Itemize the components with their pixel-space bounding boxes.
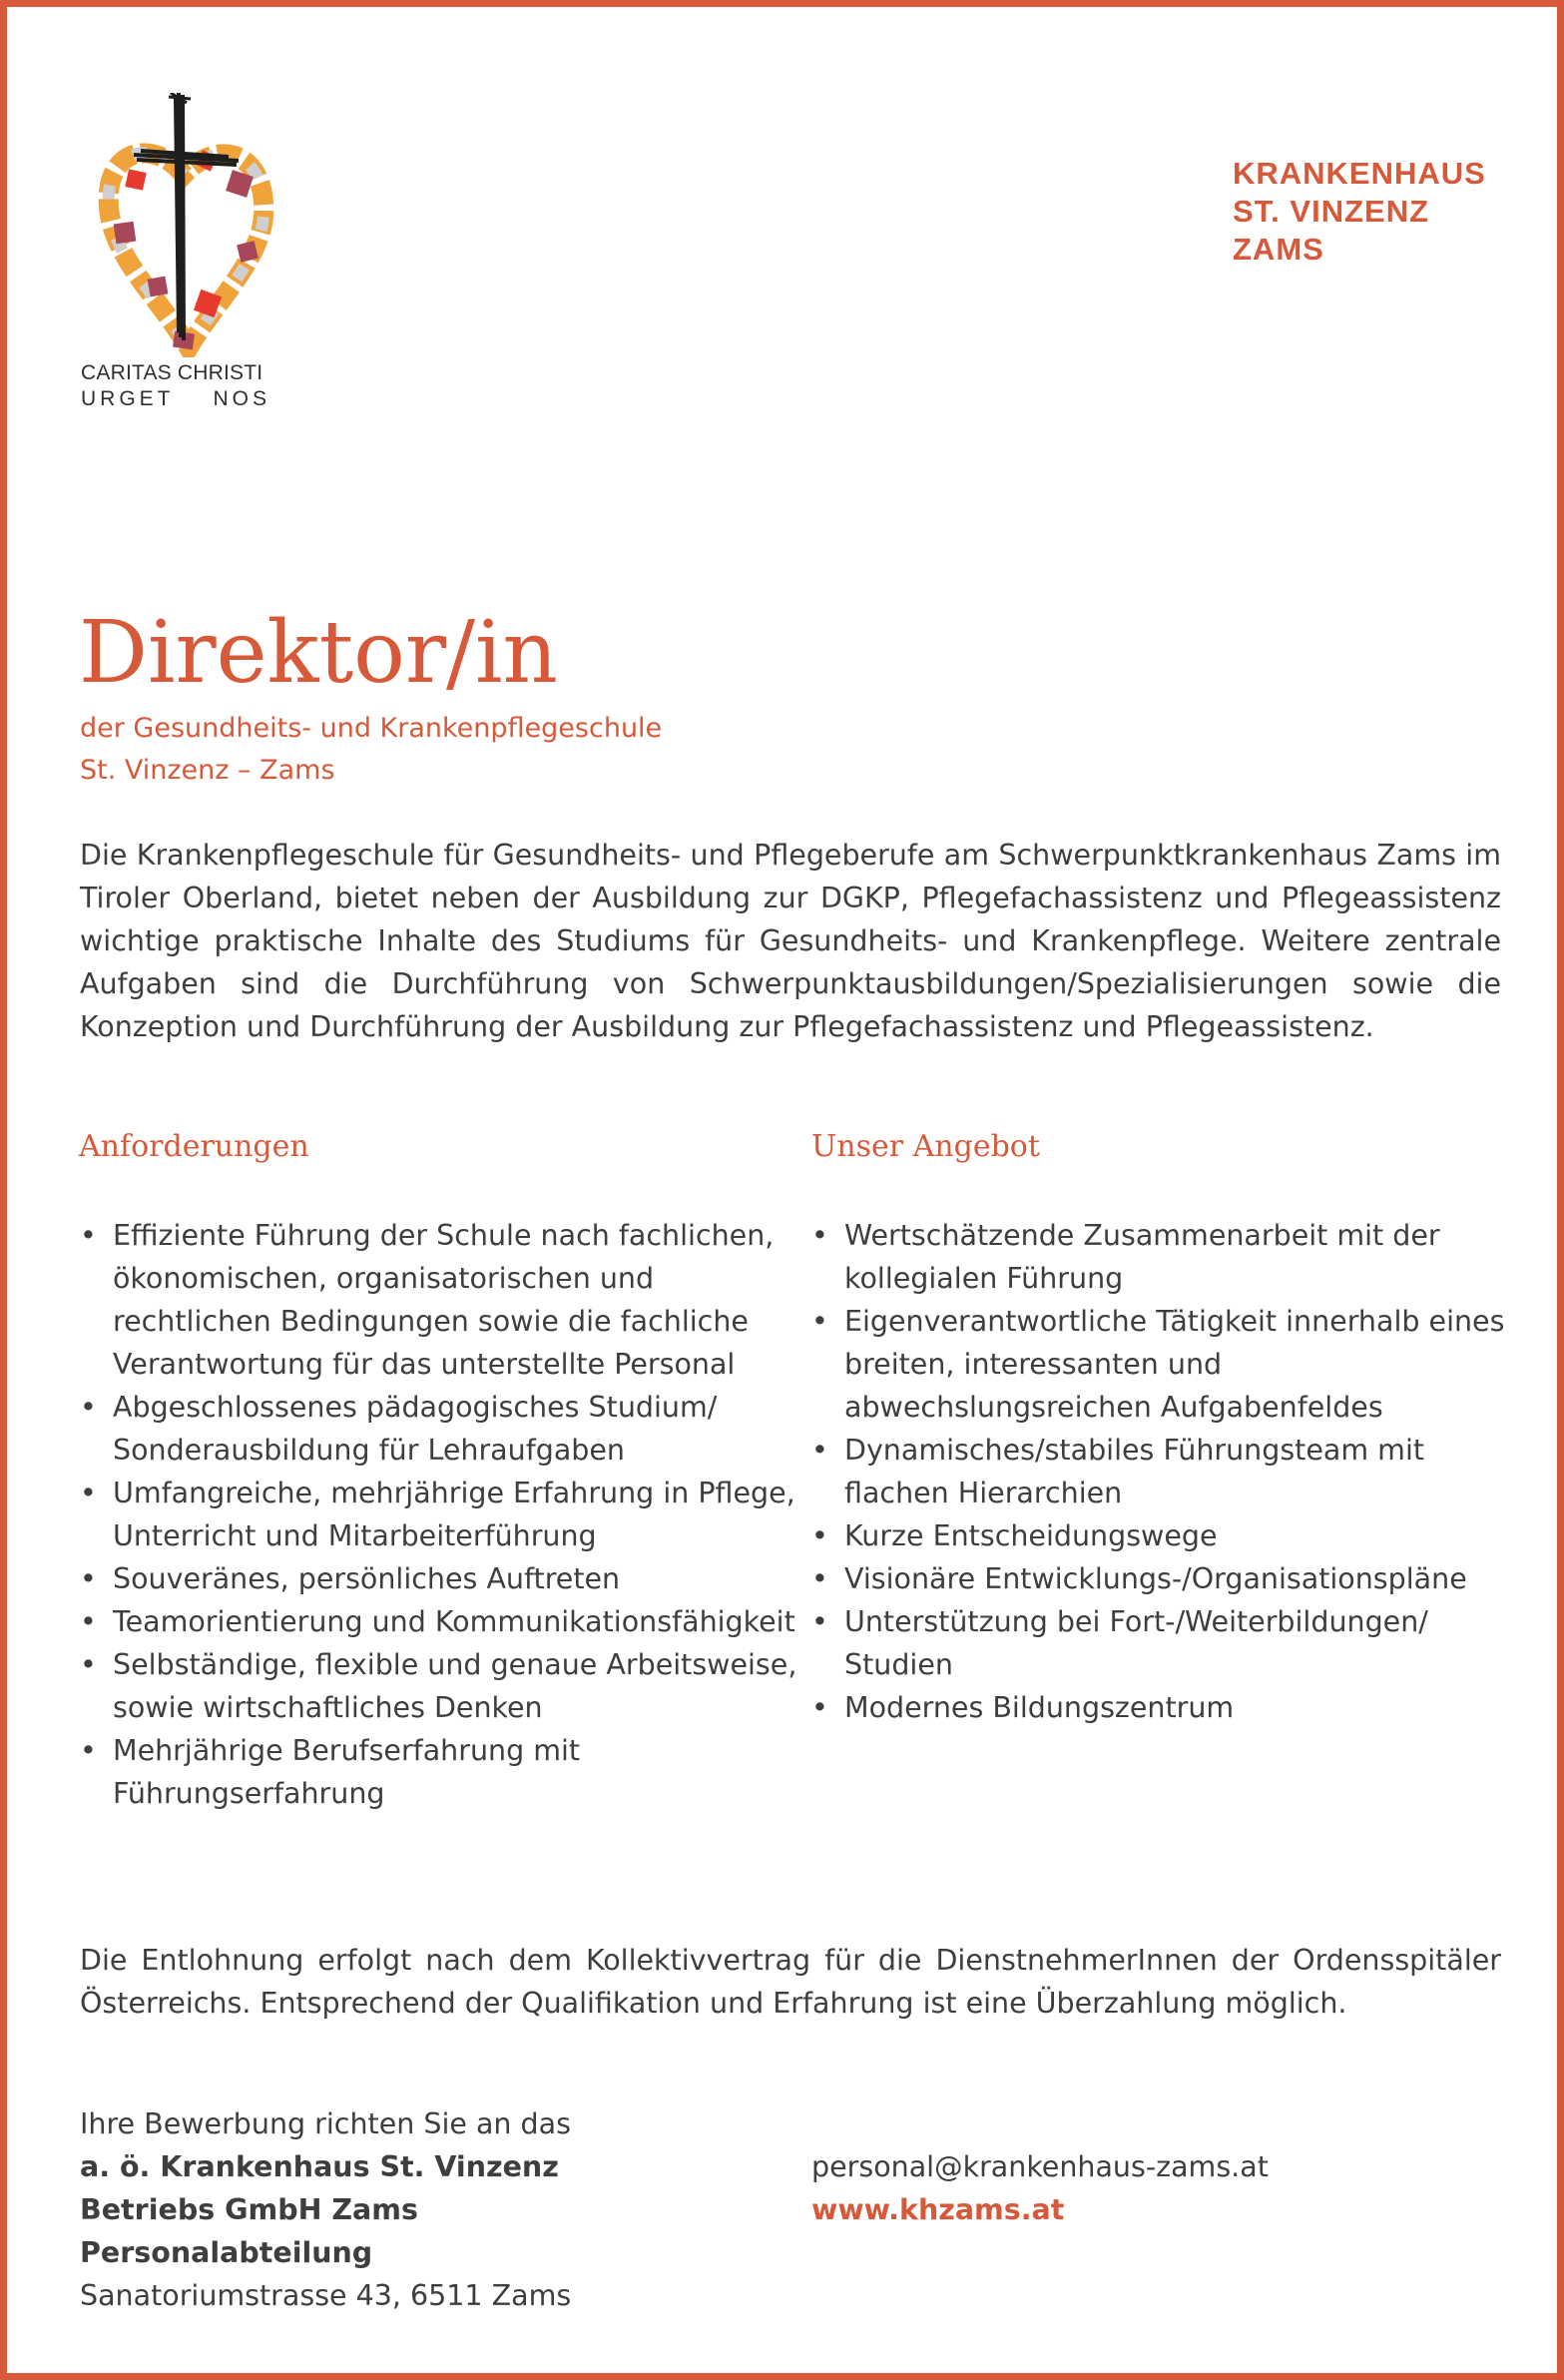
list-item: • Unterstützung bei Fort-/Weiterbildungen/ Studien bbox=[811, 1600, 1510, 1686]
contact-online bbox=[811, 2145, 1269, 2231]
contact-street: Sanatoriumstrasse 43, 6511 Zams bbox=[80, 2279, 572, 2312]
list-item: • Kurze Entscheidungswege bbox=[811, 1514, 1510, 1557]
subtitle-line-1: der Gesundheits- und Krankenpflegeschule bbox=[80, 713, 663, 744]
email-link[interactable]: personal@krankenhaus-zams.at bbox=[811, 2150, 1269, 2183]
brand-line-1: KRANKENHAUS bbox=[1233, 156, 1486, 191]
intro-paragraph: Die Krankenpflegeschule für Gesundheits- und Pflegeberufe am Schwerpunktkrankenhaus Zams im Tiroler Oberland, bietet neben der Ausbildung zur DGKP, Pflegefachassistenz und Pflegeassistenz wichtige praktische Inhalte des Studiums für Gesundheits- und Krankenpflege. Weitere zentrale Aufgaben sind die Durchführung von Schwerpunktausbildungen/Spezialisierungen sowie die Konzeption und Durchführung der Ausbildung zur Pflegefachassistenz und Pflegeassistenz. bbox=[80, 839, 1501, 1043]
contact-org-line-2: Betriebs GmbH Zams bbox=[80, 2193, 418, 2226]
offer-heading: Unser Angebot bbox=[811, 1129, 1040, 1164]
page-title: Direktor/in bbox=[79, 603, 558, 703]
salary-paragraph: Die Entlohnung erfolgt nach dem Kollektivvertrag für die DienstnehmerInnen der Ordensspitäler Österreichs. Entsprechend der Qualifikation und Erfahrung ist eine Überzahlung möglich. bbox=[80, 1944, 1501, 2020]
list-item: • Dynamisches/stabiles Führungsteam mit flachen Hierarchien bbox=[811, 1429, 1510, 1514]
list-item: • Wertschätzende Zusammenarbeit mit der kollegialen Führung bbox=[811, 1214, 1510, 1300]
motto-line-1: CARITAS CHRISTI bbox=[81, 361, 263, 384]
contact-org-line-1: a. ö. Krankenhaus St. Vinzenz bbox=[80, 2150, 559, 2183]
contact-intro: Ihre Bewerbung richten Sie an das bbox=[80, 2107, 571, 2140]
hospital-brand bbox=[1233, 155, 1486, 269]
list-item: • Umfangreiche, mehrjährige Erfahrung in Pflege, Unterricht und Mitarbeiterführung bbox=[80, 1472, 798, 1557]
contact-department: Personalabteilung bbox=[80, 2236, 373, 2269]
motto-line-2: URGET NOS bbox=[81, 387, 270, 410]
logo bbox=[79, 93, 288, 357]
requirements-list bbox=[80, 1214, 798, 1815]
offer-list bbox=[811, 1214, 1510, 1729]
list-item: • Eigenverantwortliche Tätigkeit innerhalb eines breiten, interessanten und abwechslungsreichen Aufgabenfeldes bbox=[811, 1300, 1510, 1429]
website-link[interactable]: www.khzams.at bbox=[811, 2193, 1065, 2226]
list-item: • Selbständige, flexible und genaue Arbeitsweise, sowie wirtschaftliches Denken bbox=[80, 1643, 798, 1729]
list-item: • Visionäre Entwicklungs-/Organisationspläne bbox=[811, 1557, 1510, 1600]
logo-motto bbox=[81, 360, 270, 412]
brand-line-2: ST. VINZENZ bbox=[1233, 194, 1430, 229]
page-subtitle bbox=[80, 708, 662, 792]
list-item: • Effiziente Führung der Schule nach fachlichen, ökonomischen, organisatorischen und rechtlichen Bedingungen sowie die fachliche Verantwortung für das unterstellte Personal bbox=[80, 1214, 798, 1386]
list-item: • Modernes Bildungszentrum bbox=[811, 1686, 1510, 1729]
subtitle-line-2: St. Vinzenz – Zams bbox=[80, 755, 335, 786]
list-item: • Souveränes, persönliches Auftreten bbox=[80, 1557, 798, 1600]
cross-heart-icon bbox=[79, 93, 288, 357]
requirements-heading: Anforderungen bbox=[79, 1129, 309, 1164]
brand-line-3: ZAMS bbox=[1233, 232, 1324, 267]
list-item: • Abgeschlossenes pädagogisches Studium/ Sonderausbildung für Lehraufgaben bbox=[80, 1386, 798, 1472]
list-item: • Teamorientierung und Kommunikationsfähigkeit bbox=[80, 1600, 798, 1643]
contact-address bbox=[80, 2102, 571, 2317]
list-item: • Mehrjährige Berufserfahrung mit Führungserfahrung bbox=[80, 1729, 798, 1815]
